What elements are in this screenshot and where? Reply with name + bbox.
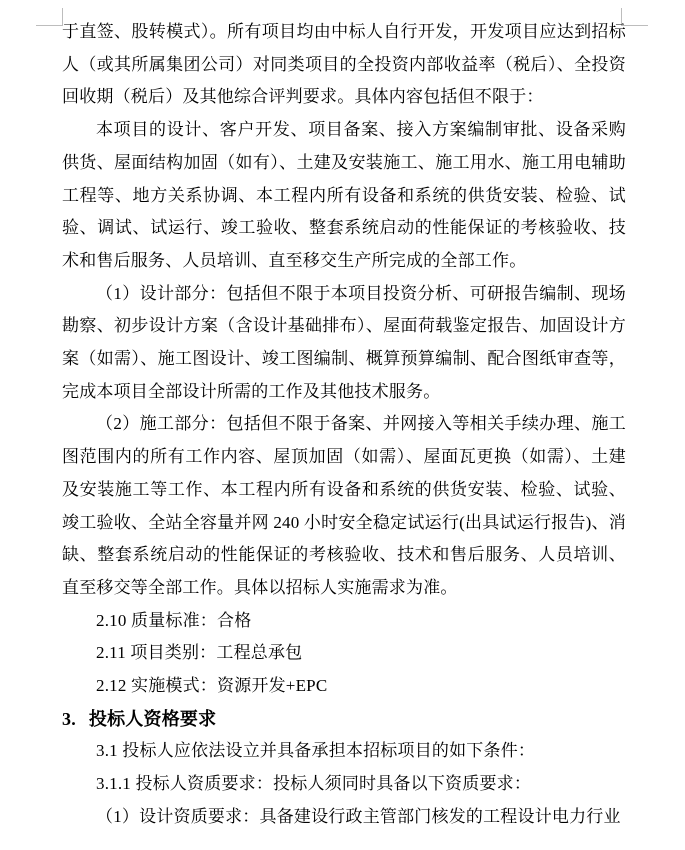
clause-3-1: 3.1 投标人应依法设立并具备承担本招标项目的如下条件：: [96, 741, 536, 761]
clause-3-1-1: 3.1.1 投标人资质要求：投标人须同时具备以下资质要求：: [96, 774, 532, 794]
paragraph-work-scope: 本项目的设计、客户开发、项目备案、接入方案编制审批、设备采购供货、屋面结构加固（如有）、土建及安装施工、施工用水、施工用电辅助工程等、地方关系协调、本工程内所有设备和系统的供货安装、检验、试验、调试、试运行、竣工验收、整套系统启动的性能保证的考核验收、技术和售后服务、人员培训、直至移交生产所完成的全部工作。: [62, 120, 626, 270]
paragraph-construction-part: （2）施工部分：包括但不限于备案、并网接入等相关手续办理、施工图范围内的所有工作内容、屋顶加固（如需）、屋面瓦更换（如需）、土建及安装施工等工作、本工程内所有设备和系统的供货安装、检验、试验、竣工验收、全站全容量并网 240 小时安全稳定试运行(出具试运行报告)、消缺、整套系统启动的性能保证的考核验收、技术和售后服务、人员培训、直至移交等全部工作。具体以招标人实施需求为准。: [62, 414, 626, 597]
section-heading-bidder-qualification: [62, 703, 626, 736]
section-number: 3.: [62, 708, 76, 729]
item-project-category: 2.11 项目类别：工程总承包: [96, 643, 303, 663]
clause-design-qualification: （1）设计资质要求：具备建设行政主管部门核发的工程设计电力行业: [96, 806, 621, 826]
paragraph-design-part: （1）设计部分：包括但不限于本项目投资分析、可研报告编制、现场勘察、初步设计方案（含设计基础排布）、屋面荷载鉴定报告、加固设计方案（如需）、施工图设计、竣工图编制、概算预算编制、配合图纸审查等，完成本项目全部设计所需的工作及其他技术服务。: [62, 283, 626, 401]
document-body: [62, 16, 626, 834]
section-title: 投标人资格要求: [88, 708, 217, 729]
item-implementation-mode: 2.12 实施模式：资源开发+EPC: [96, 676, 328, 696]
paragraph-overview-continued: 于直签、股转模式）。所有项目均由中标人自行开发，开发项目应达到招标人（或其所属集团公司）对同类项目的全投资内部收益率（税后）、全投资回收期（税后）及其他综合评判要求。具体内容包括但不限于：: [62, 22, 626, 107]
item-quality-standard: 2.10 质量标准：合格: [96, 610, 252, 630]
text-boundary-mark-top-left: [36, 8, 63, 26]
